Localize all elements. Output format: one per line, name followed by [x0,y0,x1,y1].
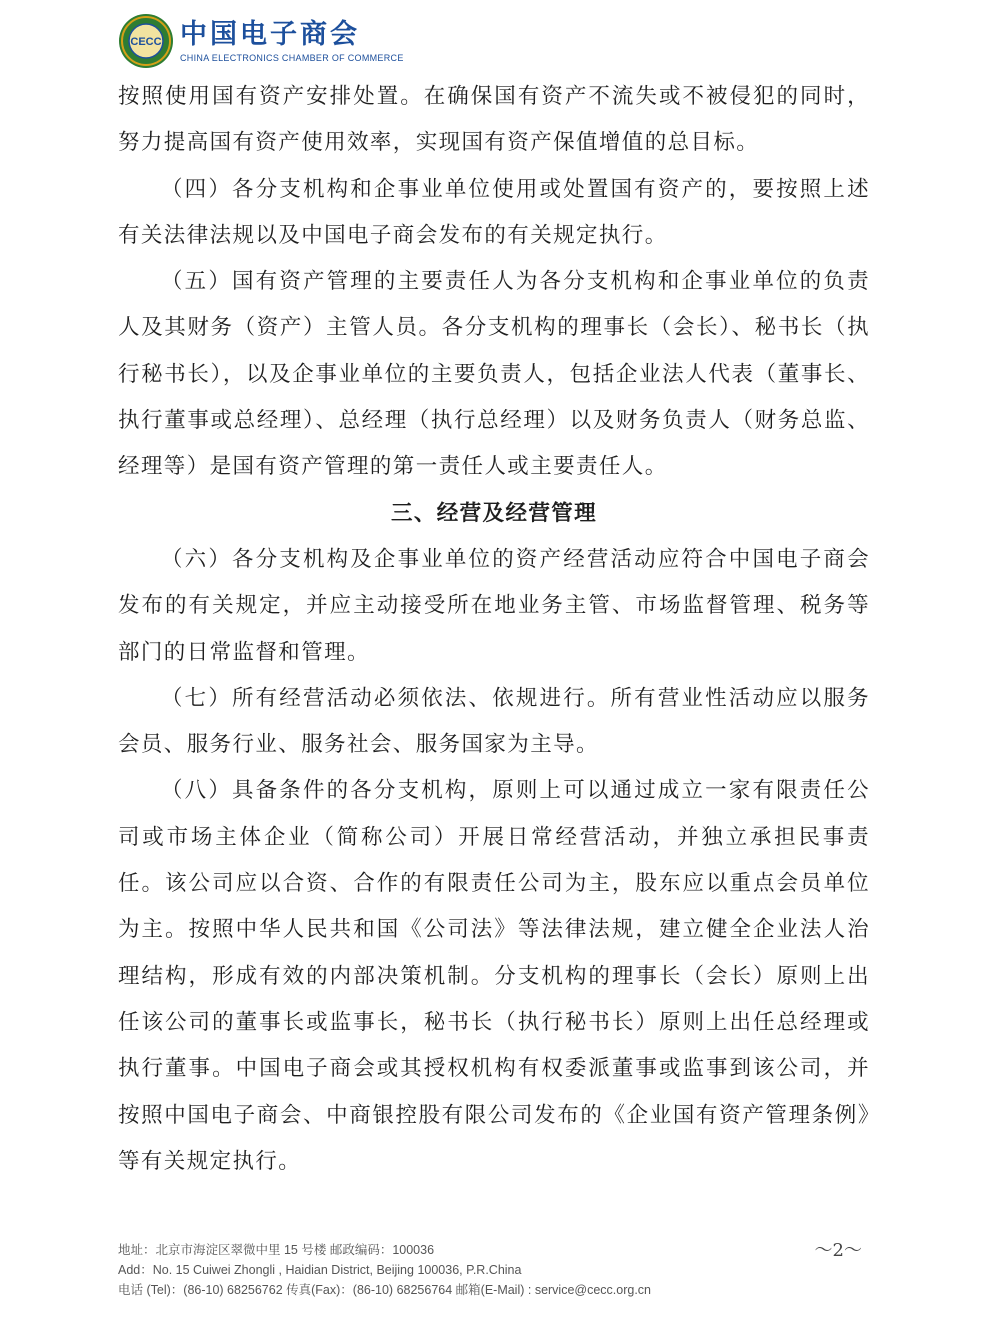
footer-address-en: Add：No. 15 Cuiwei Zhongli , Haidian District, Beijing 100036, P.R.China [118,1263,522,1277]
footer-address-cn: 地址：北京市海淀区翠微中里 15 号楼 邮政编码：100036 [118,1243,435,1257]
page-number: ～2～ [814,1240,862,1261]
paragraph-item-6: （六）各分支机构及企事业单位的资产经营活动应符合中国电子商会发布的有关规定，并应主动接受所在地业务主管、市场监督管理、税务等部门的日常监督和管理。 [118,546,870,665]
paragraph-item-4: （四）各分支机构和企事业单位使用或处置国有资产的，要按照上述有关法律法规以及中国电子商会发布的有关规定执行。 [118,176,870,248]
section-3-heading: 三、经营及经营管理 [390,500,598,526]
org-name-en: CHINA ELECTRONICS CHAMBER OF COMMERCE [180,53,404,63]
paragraph-item-8: （八）具备条件的各分支机构，原则上可以通过成立一家有限责任公司或市场主体企业（简称公司）开展日常经营活动，并独立承担民事责任。该公司应以合资、合作的有限责任公司为主，股东应以重点会员单位为主。按照中华人民共和国《公司法》等法律法规，建立健全企业法人治理结构，形成有效的内部决策机制。分支机构的理事长（会长）原则上出任该公司的董事长或监事长，秘书长（执行秘书长）原则上出任总经理或执行董事。中国电子商会或其授权机构有权委派董事或监事到该公司，并按照中国电子商会、中商银控股有限公司发布的《企业国有资产管理条例》等有关规定执行。 [118,778,870,1174]
paragraph-item-5: （五）国有资产管理的主要责任人为各分支机构和企事业单位的负责人及其财务（资产）主管人员。各分支机构的理事长（会长）、秘书长（执行秘书长），以及企事业单位的主要负责人，包括企业法人代表（董事长、执行董事或总经理）、总经理（执行总经理）以及财务负责人（财务总监、经理等）是国有资产管理的第一责任人或主要责任人。 [118,269,870,480]
letterhead-footer [118,1240,870,1300]
seal-text: CECC [130,36,162,48]
document-body [118,74,870,1185]
paragraph-item-7: （七）所有经营活动必须依法、依规进行。所有营业性活动应以服务会员、服务行业、服务社会、服务国家为主导。 [118,685,870,758]
cecc-seal-logo [118,13,174,69]
letterhead [118,10,404,72]
paragraph-continued: 按照使用国有资产安排处置。在确保国有资产不流失或不被侵犯的同时，努力提高国有资产使用效率，实现国有资产保值增值的总目标。 [118,84,870,156]
footer-contact: 电话 (Tel)：(86-10) 68256762 传真(Fax)：(86-10) 68256764 邮箱(E-Mail) : service@cecc.org.cn [118,1283,652,1297]
brand-block [180,19,404,63]
org-name-cn: 中国电子商会 [180,19,360,50]
